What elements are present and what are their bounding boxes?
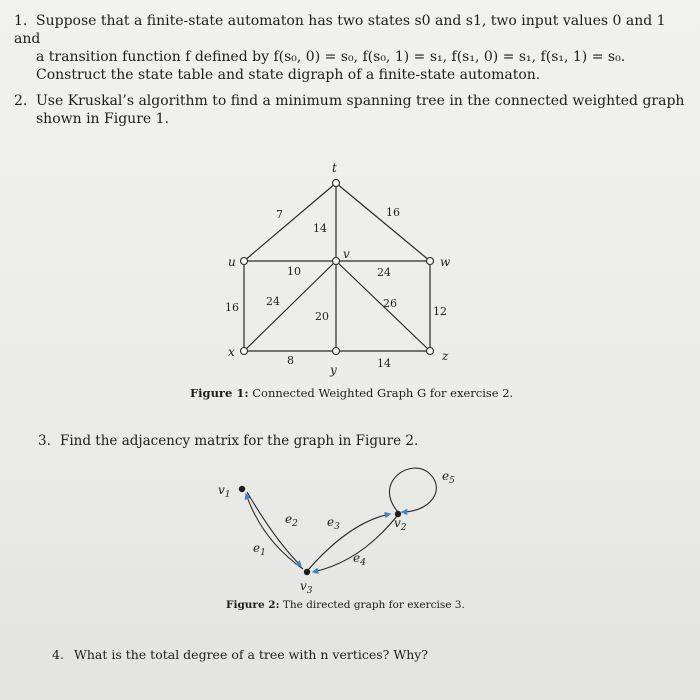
problem-number: 4. — [52, 647, 64, 662]
caption-text: Connected Weighted Graph G for exercise 2. — [252, 386, 514, 400]
edge-e3 — [308, 514, 390, 570]
vertex-label-w: w — [440, 255, 451, 269]
vertex-v3 — [304, 569, 310, 575]
edge-e5 — [389, 468, 436, 512]
problem-4 — [52, 646, 652, 664]
problem-text: Use Kruskal’s algorithm to find a minimum spanning tree in the connected weighted graph — [36, 93, 685, 109]
vertex-label-t: t — [332, 161, 337, 175]
problem-text: a transition function f defined by f(s₀, 0) = s₀, f(s₀, 1) = s₁, f(s₁, 0) = s₁, f(s₁, 1) = s₀. — [36, 49, 626, 65]
weight-wz: 12 — [433, 305, 447, 318]
weight-ut: 7 — [276, 208, 283, 221]
caption-label: Figure 1: — [190, 386, 249, 400]
weight-vy: 20 — [315, 310, 329, 323]
problem-text: Suppose that a finite-state automaton has two states s0 and s1, two input values 0 and 1 and — [14, 13, 666, 47]
edge-label-e1: $e_1$ — [253, 541, 266, 558]
weight-uv: 10 — [287, 265, 301, 278]
vertex-label-v: v — [343, 247, 350, 261]
problem-number: 1. — [14, 13, 28, 29]
vertex-label-v1: $v_1$ — [218, 483, 231, 500]
vertex-label-v2: $v_2$ — [394, 516, 407, 533]
problem-text: What is the total degree of a tree with n vertices? Why? — [74, 647, 429, 662]
weight-vz: 26 — [383, 297, 397, 310]
problem-number: 3. — [38, 433, 51, 449]
vertex-label-u: u — [228, 255, 236, 269]
vertex-label-y: y — [330, 363, 337, 377]
problem-text: Construct the state table and state digraph of a finite-state automaton. — [36, 67, 541, 83]
weight-ux: 16 — [225, 301, 239, 314]
vertex-label-v3: $v_3$ — [300, 579, 313, 596]
vertex-v1 — [239, 486, 245, 492]
problem-text: Find the adjacency matrix for the graph in Figure 2. — [60, 433, 419, 449]
weight-yz: 14 — [377, 357, 391, 370]
problem-number: 2. — [14, 93, 28, 109]
vertex-label-x: x — [228, 345, 235, 359]
weight-uy: 24 — [266, 295, 280, 308]
weight-tw: 16 — [386, 206, 400, 219]
problem-text: shown in Figure 1. — [36, 111, 169, 127]
figure-2-caption — [226, 599, 465, 611]
caption-label: Figure 2: — [226, 599, 280, 611]
edge-label-e5: $e_5$ — [442, 469, 455, 486]
weight-xy: 8 — [287, 354, 294, 367]
caption-text: The directed graph for exercise 3. — [282, 599, 465, 611]
edge-label-e3: $e_3$ — [327, 515, 340, 532]
edge-label-e4: $e_4$ — [353, 551, 366, 568]
weight-tv: 14 — [313, 222, 327, 235]
weight-vw: 24 — [377, 266, 391, 279]
edge-label-e2: $e_2$ — [285, 512, 298, 529]
vertex-label-z: z — [442, 349, 449, 363]
